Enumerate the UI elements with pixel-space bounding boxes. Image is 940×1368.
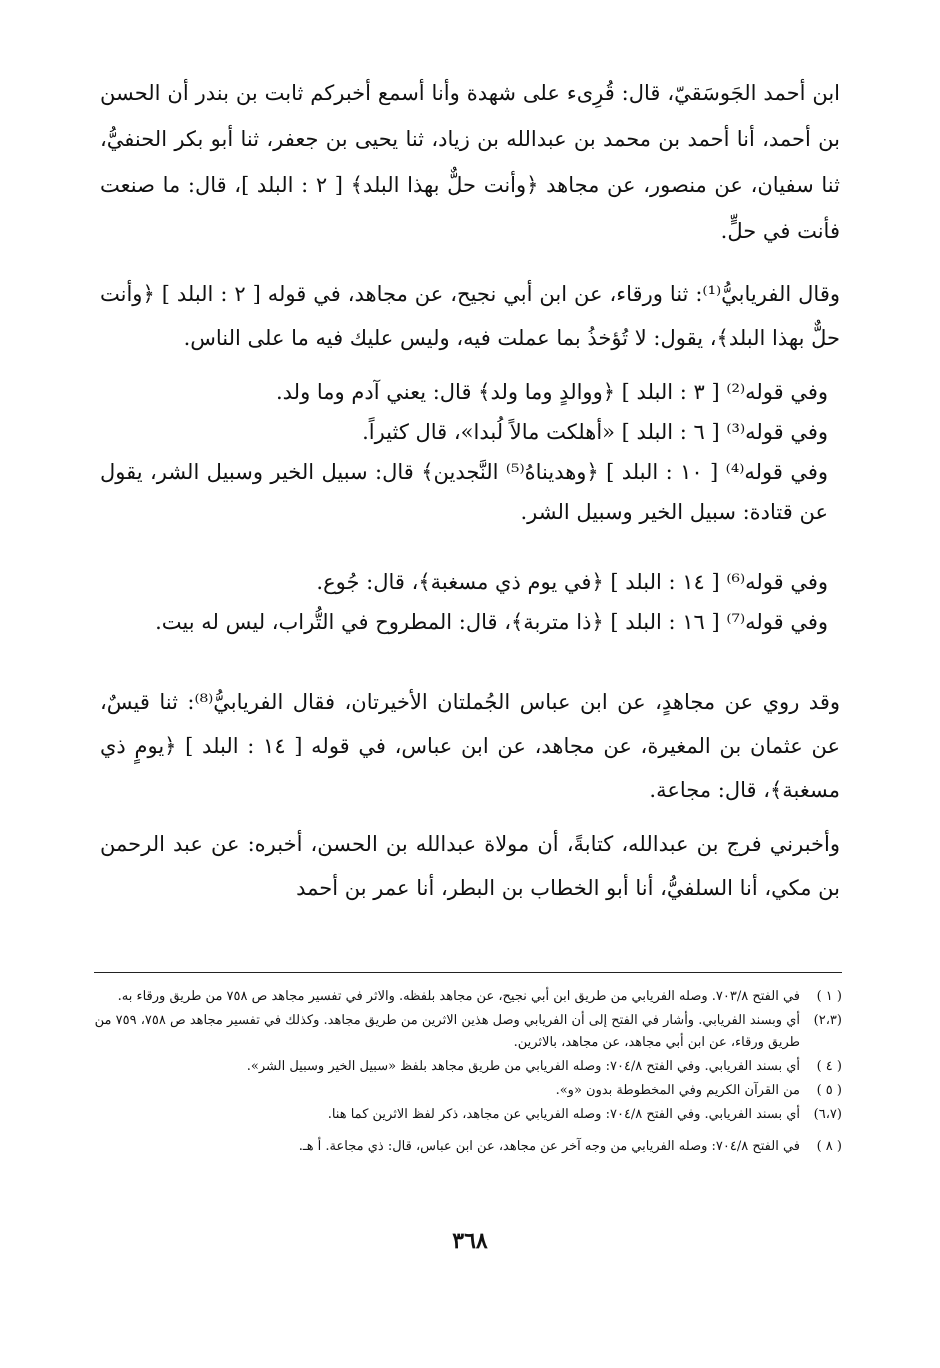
verse-comment-1: وفي قوله⁽²⁾ [ ٣ : البلد ] ﴿ووالدٍ وما ولد﴾ قال: يعني آدم وما ولد.	[275, 380, 828, 404]
footnote	[94, 986, 842, 1008]
footnote-number: ( ١ )	[816, 989, 842, 1004]
paragraph-3: وقد روي عن مجاهدٍ، عن ابن عباس الجُملتان الأخيرتان، فقال الفريابيُّ⁽⁸⁾: ثنا قيسٌ، عن عثمان بن المغيرة، عن مجاهد، عن ابن عباس، في قوله [ ١٤ : البلد ] ﴿يومٍ ذي مسغبة﴾، قال: مجاعة.	[100, 690, 841, 802]
footnote-text: أي بسند الفريابي. وفي الفتح ٧٠٤/٨: وصله الفريابي من طريق مجاهد بلفظ «سبيل الخير وسبيل الشر».	[246, 1059, 800, 1074]
footnotes	[94, 986, 842, 1160]
footnote-number: (٦،٧)	[813, 1107, 842, 1122]
footnote-number: ( ٥ )	[816, 1083, 842, 1098]
verse-comment-4: وفي قوله⁽⁶⁾ [ ١٤ : البلد ] ﴿في يوم ذي مسغبة﴾، قال: جُوع.	[316, 570, 828, 594]
page-number: ٣٦٨	[452, 1228, 488, 1254]
paragraph-1: ابن أحمد الجَوسَقيّ، قال: قُرِىء على شهدة وأنا أسمع أخبركم ثابت بن بندر أن الحسن بن أحمد، أنا أحمد بن محمد بن عبدالله بن زياد، ثنا يحيى بن جعفر، ثنا أبو بكر الحنفيُّ، ثنا سفيان، عن منصور، عن مجاهد ﴿وأنت حلٌّ بهذا البلد﴾ [ ٢ : البلد ]، قال: ما صنعت فأنت في حلٍّ.	[100, 81, 840, 243]
footnote-text: أي بسند الفريابي. وفي الفتح ٧٠٤/٨: وصله الفريابي عن مجاهد، ذكر لفظ الاثرين كما هنا.	[327, 1107, 800, 1122]
footnote	[94, 1136, 842, 1158]
footnote-number: ( ٤ )	[816, 1059, 842, 1074]
main-text	[100, 70, 840, 910]
footnote-number: ( ٨ )	[816, 1139, 842, 1154]
verse-comment-5: وفي قوله⁽⁷⁾ [ ١٦ : البلد ] ﴿ذا متربة﴾، قال: المطروح في التُّراب، ليس له بيت.	[155, 610, 828, 634]
footnote-text: في الفتح ٧٠٤/٨: وصله الفريابي من وجه آخر عن مجاهد، عن ابن عباس، قال: ذي مجاعة. أ هـ.	[298, 1139, 800, 1154]
paragraph-4: وأخبرني فرج بن عبدالله، كتابةً، أن مولاة عبدالله بن الحسن، أخبره: عن عبد الرحمن بن مكي، أنا السلفيُّ، أنا أبو الخطاب بن البطر، أنا عمر بن أحمد	[100, 832, 840, 900]
footnote	[94, 1104, 842, 1126]
footnote-text: أي وبسند الفريابي. وأشار في الفتح إلى أن الفريابي وصل هذين الاثرين من طريق مجاهد. وكذلك في تفسير مجاهد ص ٧٥٨، ٧٥٩ من طريق ورقاء، عن ابن أبي مجاهد، عن مجاهد، بالاثرين.	[94, 1013, 800, 1050]
footnote-text: في الفتح ٧٠٣/٨. وصله الفريابي من طريق ابن أبي نجيح، عن مجاهد بلفظه. والاثر في تفسير مجاهد ص ٧٥٨ من طريق ورقاء به.	[117, 989, 800, 1004]
verse-comment-3: وفي قوله⁽⁴⁾ [ ١٠ : البلد ] ﴿وهديناهُ⁽⁵⁾ النَّجدين﴾ قال: سبيل الخير وسبيل الشر، يقول عن قتادة: سبيل الخير وسبيل الشر.	[100, 460, 829, 524]
verse-comment-2: وفي قوله⁽³⁾ [ ٦ : البلد ] «أهلكت مالاً لُبدا»، قال كثيراً.	[362, 420, 828, 444]
footnote-divider	[94, 972, 842, 973]
paragraph-2: وقال الفريابيُّ⁽¹⁾: ثنا ورقاء، عن ابن أبي نجيح، عن مجاهد، في قوله [ ٢ : البلد ] ﴿وأنت حلٌّ بهذا البلد﴾، يقول: لا تُؤخذُ بما عملت فيه، وليس عليك فيه ما على الناس.	[100, 282, 840, 350]
footnote-number: (٢،٣)	[813, 1013, 842, 1028]
footnote-text: من القرآن الكريم وفي المخطوطة بدون «و».	[555, 1083, 800, 1098]
footnote	[94, 1010, 842, 1054]
footnote	[94, 1080, 842, 1102]
footnote	[94, 1056, 842, 1078]
